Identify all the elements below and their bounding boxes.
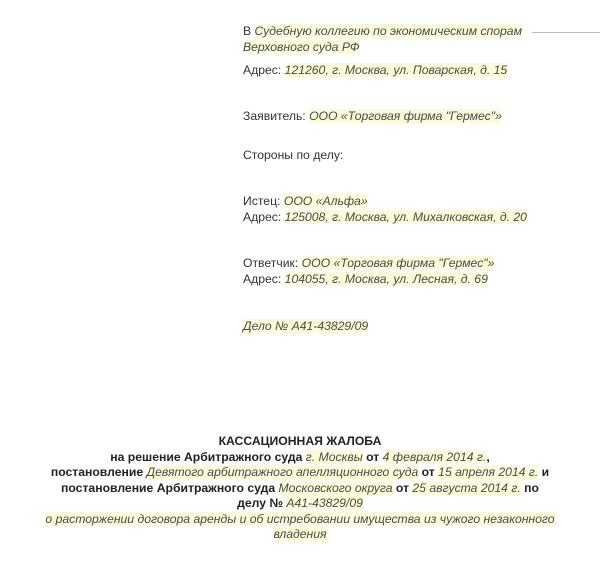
- complaint-line3: [0, 481, 600, 497]
- complaint-title: КАССАЦИОННАЯ ЖАЛОБА: [218, 434, 382, 448]
- plaintiff-line: [243, 194, 368, 209]
- complaint-line3-date: 25 августа 2014 г.: [412, 480, 521, 495]
- defendant-line: [243, 256, 494, 271]
- plaintiff-label: Истец:: [243, 194, 284, 208]
- recipient-line1: [243, 24, 522, 39]
- case-number: [243, 319, 368, 334]
- applicant-value: ООО «Торговая фирма "Гермес"»: [309, 109, 502, 123]
- complaint-line3-text: постановление Арбитражного суда: [61, 480, 279, 495]
- applicant-line: [243, 109, 502, 124]
- defendant-address-label: Адрес:: [243, 272, 285, 286]
- complaint-subject-line2: [0, 527, 600, 543]
- complaint-line1-text: на решение Арбитражного суда: [110, 449, 306, 464]
- defendant-value: ООО «Торговая фирма "Гермес"»: [301, 256, 495, 270]
- complaint-line2: [0, 465, 600, 481]
- complaint-line2-date: 15 апреля 2014 г.: [438, 465, 539, 479]
- complaint-line4-text: делу №: [237, 496, 287, 510]
- applicant-label: Заявитель:: [243, 109, 310, 123]
- complaint-line4: [0, 496, 600, 512]
- plaintiff-address-value: 125008, г. Москва, ул. Михалковская, д. 20: [284, 210, 527, 224]
- plaintiff-address: [243, 210, 527, 225]
- complaint-line3-end: по: [520, 480, 539, 495]
- divider-line: [532, 32, 600, 33]
- recipient-court-line2: Верховного суда РФ: [243, 40, 360, 54]
- complaint-line3-court: Московского округа: [278, 480, 393, 495]
- complaint-line3-from: от: [392, 480, 413, 495]
- case-number-value: Дело № А41-43829/09: [243, 319, 369, 333]
- recipient-address-label: Адрес:: [243, 63, 285, 77]
- complaint-line2-court: Девятого арбитражного апелляционного суда: [146, 465, 419, 479]
- defendant-address: [243, 272, 488, 287]
- complaint-subject-line1: [0, 512, 600, 528]
- complaint-line2-text: постановление: [50, 465, 147, 479]
- recipient-address: [243, 63, 507, 78]
- parties-heading: Стороны по делу:: [243, 148, 344, 162]
- complaint-title-block: [0, 434, 600, 543]
- recipient-address-value: 121260, г. Москва, ул. Поварская, д. 15: [284, 63, 508, 77]
- complaint-line1: [0, 450, 600, 466]
- defendant-label: Ответчик:: [243, 256, 302, 270]
- complaint-line1-end: ,: [486, 449, 490, 464]
- plaintiff-value: ООО «Альфа»: [283, 194, 368, 208]
- complaint-line4-case: А41-43829/09: [286, 496, 363, 510]
- complaint-line1-date: 4 февраля 2014 г.: [382, 449, 487, 464]
- recipient-prefix: В: [243, 24, 255, 38]
- complaint-subject-text2: владения: [273, 527, 327, 541]
- recipient-line2: [243, 40, 360, 55]
- complaint-line2-from: от: [418, 465, 439, 479]
- plaintiff-address-label: Адрес:: [243, 210, 285, 224]
- complaint-line1-city: г. Москвы: [305, 449, 363, 464]
- complaint-subject-text1: о расторжении договора аренды и об истребовании имущества из чужого незаконного: [45, 511, 555, 526]
- defendant-address-value: 104055, г. Москва, ул. Лесная, д. 69: [284, 272, 488, 286]
- complaint-line1-from: от: [362, 449, 383, 464]
- complaint-line2-end: и: [538, 465, 550, 479]
- recipient-court-line1: Судебную коллегию по экономическим спорам: [254, 24, 522, 38]
